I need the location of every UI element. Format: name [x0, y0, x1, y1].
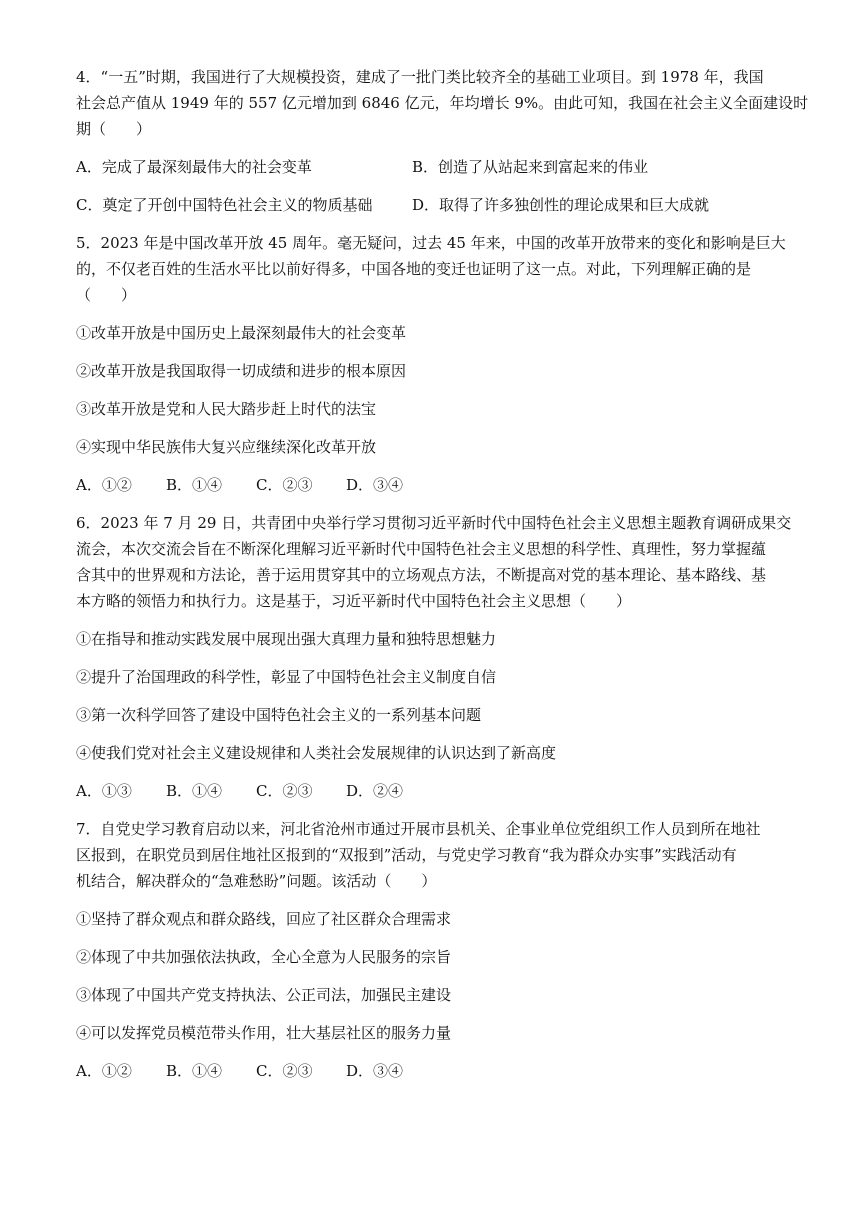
statement-3: ③改革开放是党和人民大踏步赶上时代的法宝	[76, 400, 377, 418]
choice-c: C．②③	[256, 782, 313, 800]
question-stem	[76, 230, 788, 308]
choice-d: D．③④	[346, 476, 404, 494]
options-row	[76, 154, 788, 180]
stem-line: 社会总产值从 1949 年的 557 亿元增加到 6846 亿元，年均增长 9%。由此可知，我国在社会主义全面建设时	[76, 94, 809, 112]
option-b: B．创造了从站起来到富起来的伟业	[412, 158, 649, 176]
stem-line: 本方略的领悟力和执行力。这是基于，习近平新时代中国特色社会主义思想（ ）	[76, 592, 632, 610]
statement-2: ②提升了治国理政的科学性，彰显了中国特色社会主义制度自信	[76, 668, 497, 686]
question-stem	[76, 816, 788, 894]
stem-line: 含其中的世界观和方法论，善于运用贯穿其中的立场观点方法，不断提高对党的基本理论、基本路线、基	[76, 566, 767, 584]
stem-line: （ ）	[76, 286, 137, 304]
statement-3: ③第一次科学回答了建设中国特色社会主义的一系列基本问题	[76, 706, 482, 724]
statement-1: ①在指导和推动实践发展中展现出强大真理力量和独特思想魅力	[76, 630, 497, 648]
statement-1: ①坚持了群众观点和群众路线，回应了社区群众合理需求	[76, 910, 452, 928]
stem-line: 7．自党史学习教育启动以来，河北省沧州市通过开展市县机关、企事业单位党组织工作人员到所在地社	[76, 820, 761, 838]
choice-a: A．①②	[76, 1062, 132, 1080]
question-stem	[76, 64, 809, 142]
statement-3: ③体现了中国共产党支持执法、公正司法，加强民主建设	[76, 986, 452, 1004]
choice-c: C．②③	[256, 1062, 313, 1080]
choices-row	[76, 472, 788, 498]
options-row	[76, 192, 788, 218]
statement-4: ④使我们党对社会主义建设规律和人类社会发展规律的认识达到了新高度	[76, 744, 557, 762]
stem-line: 4．“一五”时期，我国进行了大规模投资，建成了一批门类比较齐全的基础工业项目。到 1978 年，我国	[76, 68, 764, 86]
choice-a: A．①②	[76, 476, 132, 494]
stem-line: 5．2023 年是中国改革开放 45 周年。毫无疑问，过去 45 年来，中国的改革开放带来的变化和影响是巨大	[76, 234, 786, 252]
question-7	[76, 816, 788, 1084]
statement-1: ①改革开放是中国历史上最深刻最伟大的社会变革	[76, 324, 407, 342]
stem-line: 机结合，解决群众的“急难愁盼”问题。该活动（ ）	[76, 872, 437, 890]
question-6	[76, 510, 792, 804]
question-5	[76, 230, 788, 498]
option-a: A．完成了最深刻最伟大的社会变革	[76, 158, 312, 176]
statement-2: ②体现了中共加强依法执政，全心全意为人民服务的宗旨	[76, 948, 452, 966]
stem-line: 流会，本次交流会旨在不断深化理解习近平新时代中国特色社会主义思想的科学性、真理性，努力掌握蕴	[76, 540, 767, 558]
choice-b: B．①④	[166, 782, 223, 800]
question-stem	[76, 510, 792, 614]
option-c: C．奠定了开创中国特色社会主义的物质基础	[76, 196, 373, 214]
exam-page	[76, 64, 809, 1096]
stem-line: 6．2023 年 7 月 29 日，共青团中央举行学习贯彻习近平新时代中国特色社会主义思想主题教育调研成果交	[76, 514, 792, 532]
choices-row	[76, 1058, 788, 1084]
question-4	[76, 64, 809, 218]
stem-line: 的，不仅老百姓的生活水平比以前好得多，中国各地的变迁也证明了这一点。对此，下列理解正确的是	[76, 260, 752, 278]
stem-line: 区报到，在职党员到居住地社区报到的“双报到”活动，与党史学习教育“我为群众办实事”实践活动有	[76, 846, 737, 864]
choices-row	[76, 778, 788, 804]
choice-b: B．①④	[166, 476, 223, 494]
choice-a: A．①③	[76, 782, 132, 800]
choice-d: D．③④	[346, 1062, 404, 1080]
statement-4: ④可以发挥党员模范带头作用，壮大基层社区的服务力量	[76, 1024, 452, 1042]
choice-c: C．②③	[256, 476, 313, 494]
option-d: D．取得了许多独创性的理论成果和巨大成就	[412, 196, 710, 214]
choice-d: D．②④	[346, 782, 404, 800]
stem-line: 期（ ）	[76, 120, 152, 138]
choice-b: B．①④	[166, 1062, 223, 1080]
statement-2: ②改革开放是我国取得一切成绩和进步的根本原因	[76, 362, 407, 380]
statement-4: ④实现中华民族伟大复兴应继续深化改革开放	[76, 438, 377, 456]
